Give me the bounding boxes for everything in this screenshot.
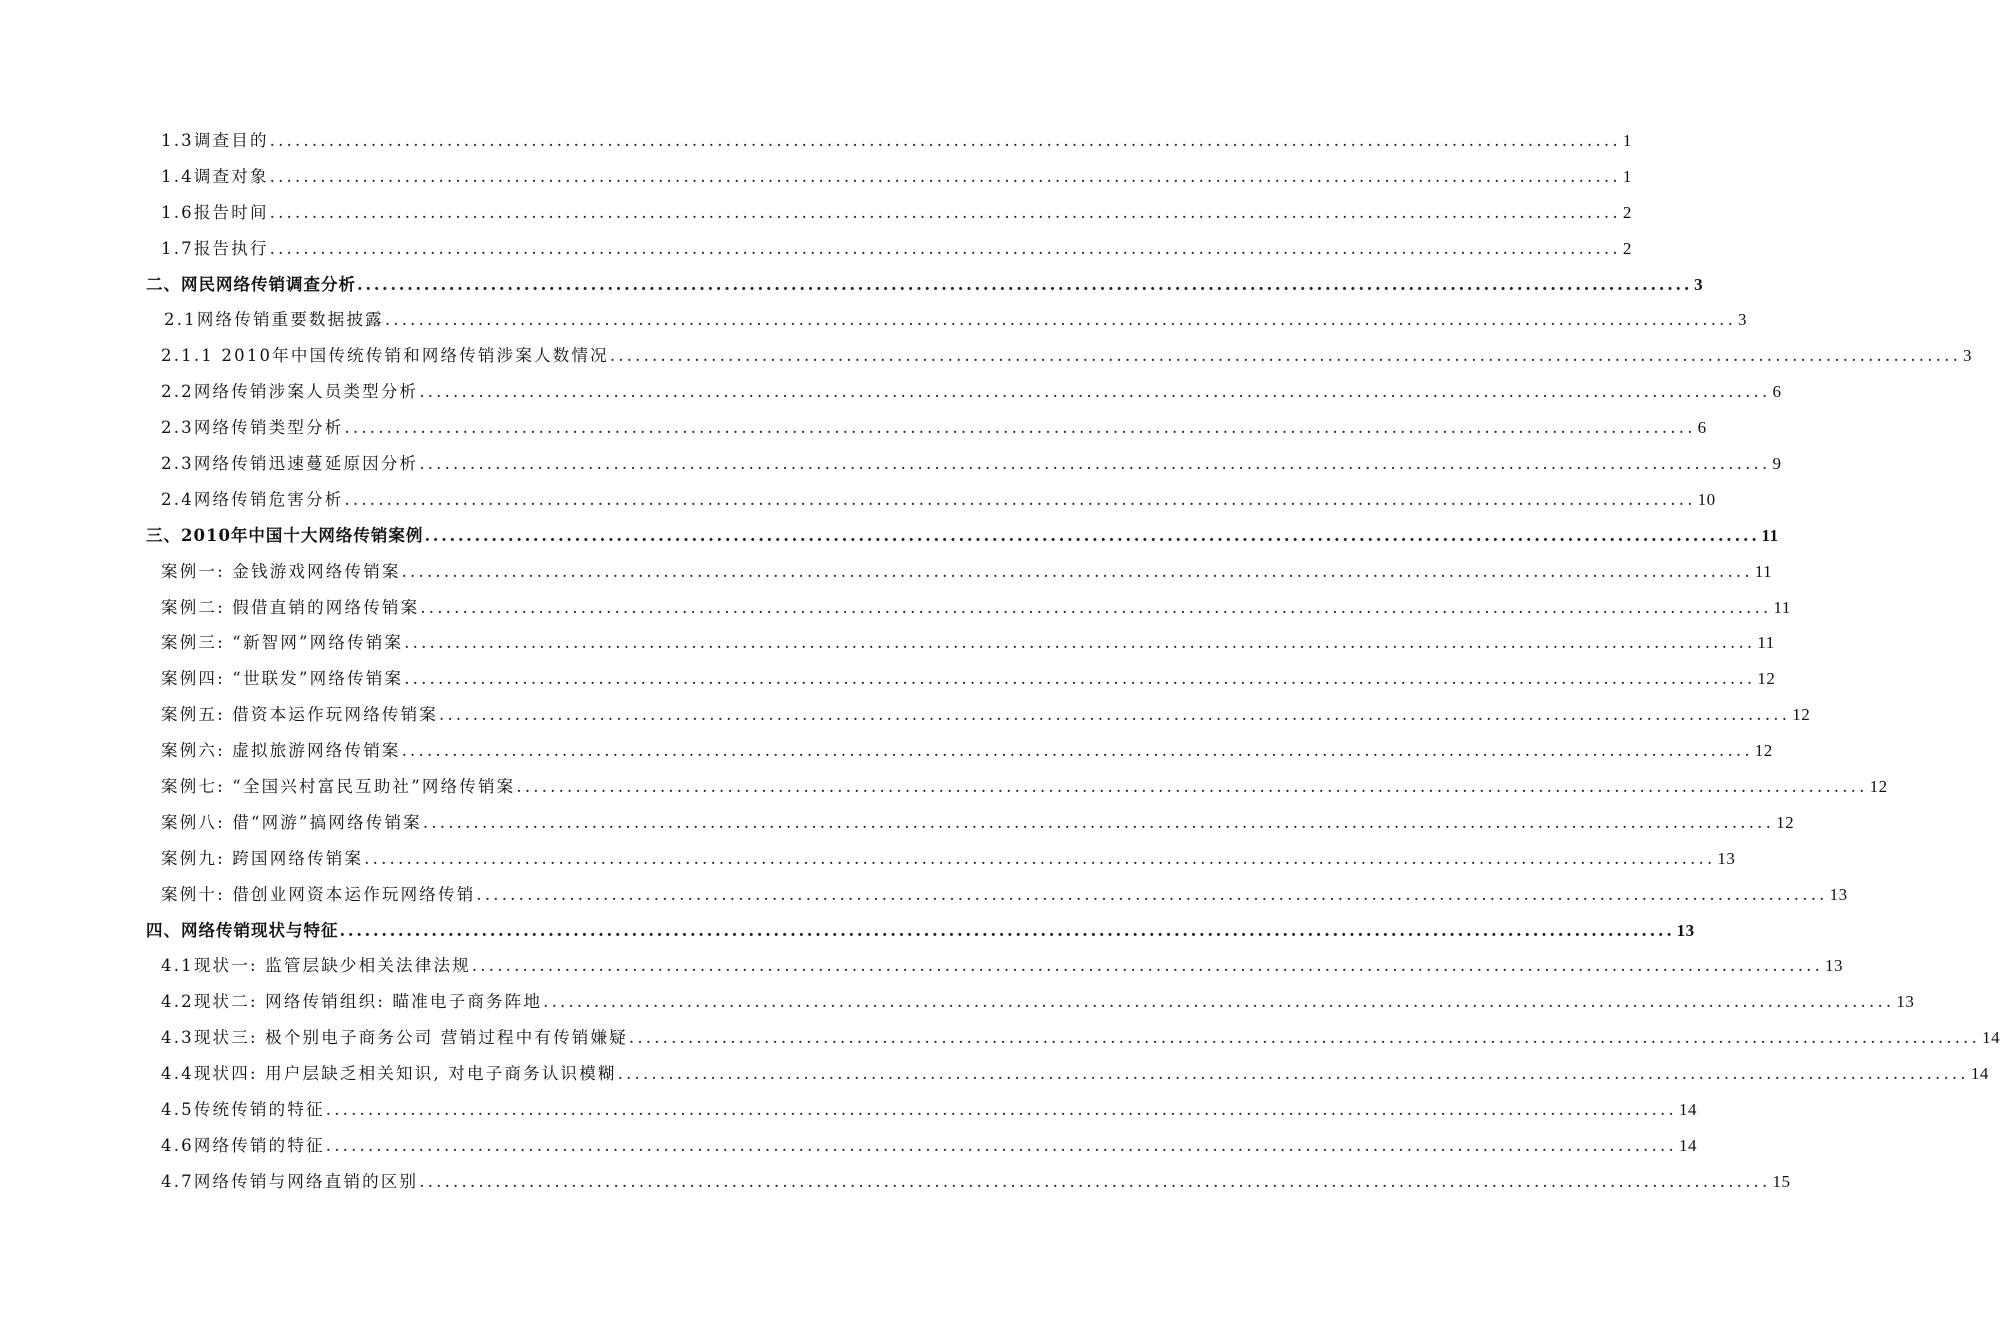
toc-entry[interactable] — [0, 229, 1632, 265]
toc-entry[interactable] — [0, 731, 1773, 767]
toc-entry-line — [161, 1132, 1697, 1156]
toc-dot-leader: ................................................................................................................................................................ — [344, 489, 1696, 509]
toc-entry-line — [161, 342, 1973, 366]
toc-entry-label: 2.3网络传销类型分析 — [161, 418, 344, 438]
toc-entry-label: 4.4现状四: 用户层缺乏相关知识, 对电子商务认识模糊 — [161, 1064, 617, 1084]
toc-entry[interactable] — [0, 623, 1775, 659]
toc-entry-label: 1.6报告时间 — [161, 202, 269, 222]
toc-page-number: 6 — [1772, 382, 1782, 402]
toc-entry[interactable] — [0, 659, 1776, 695]
toc-entry-label: 2.1.1 2010年中国传统传销和网络传销涉案人数情况 — [161, 346, 609, 366]
toc-entry-label: 案例三: “新智网”网络传销案 — [161, 633, 404, 653]
toc-dot-leader: ................................................................................................................................................................ — [617, 1064, 1969, 1084]
toc-dot-leader: ................................................................................................................................................................ — [543, 992, 1895, 1012]
toc-entry-line — [146, 271, 1704, 295]
toc-dot-leader: ................................................................................................................................................................ — [344, 418, 1696, 438]
toc-entry-line — [161, 1096, 1697, 1120]
toc-entry-label: 案例一: 金钱游戏网络传销案 — [161, 561, 401, 581]
toc-page-number: 12 — [1869, 777, 1888, 797]
toc-entry-line — [161, 665, 1776, 689]
toc-page-number: 14 — [1678, 1100, 1697, 1120]
toc-entry[interactable] — [0, 1090, 1697, 1126]
toc-entry-line — [161, 486, 1716, 510]
toc-entry-label: 案例二: 假借直销的网络传销案 — [161, 597, 420, 617]
toc-dot-leader: ................................................................................................................................................................ — [401, 561, 1753, 581]
toc-entry-label: 2.4网络传销危害分析 — [161, 489, 344, 509]
toc-entry[interactable] — [0, 300, 1748, 336]
toc-entry[interactable] — [0, 480, 1716, 516]
toc-entry-label: 二、网民网络传销调查分析 — [146, 274, 356, 294]
toc-dot-leader: ................................................................................................................................................................ — [404, 633, 1756, 653]
toc-section-heading[interactable] — [0, 265, 1704, 301]
toc-entry-label: 4.1现状一: 监管层缺少相关法律法规 — [161, 956, 471, 976]
toc-entry-label: 案例八: 借“网游”搞网络传销案 — [161, 812, 422, 832]
toc-entry-label: 4.2现状二: 网络传销组织: 瞄准电子商务阵地 — [161, 992, 543, 1012]
toc-entry[interactable] — [0, 336, 1973, 372]
toc-dot-leader: ................................................................................................................................................................ — [419, 454, 1771, 474]
toc-dot-leader: ................................................................................................................................................................ — [401, 741, 1753, 761]
toc-entry-label: 案例十: 借创业网资本运作玩网络传销 — [161, 884, 476, 904]
toc-entry-line — [161, 1024, 2000, 1048]
toc-page-number: 1 — [1622, 131, 1632, 150]
toc-entry-line — [146, 522, 1779, 546]
toc-page-number: 2 — [1622, 202, 1632, 222]
toc-entry-label: 2.2网络传销涉案人员类型分析 — [161, 382, 419, 402]
toc-entry-line — [161, 809, 1795, 833]
toc-entry[interactable] — [0, 946, 1844, 982]
toc-page-number: 11 — [1757, 633, 1775, 653]
toc-entry-line — [161, 701, 1811, 725]
toc-dot-leader: ................................................................................................................................................................ — [325, 1100, 1677, 1120]
toc-entry-label: 4.5传统传销的特征 — [161, 1100, 325, 1120]
toc-entry-label: 三、2010年中国十大网络传销案例 — [146, 525, 424, 545]
toc-entry-label: 2.3网络传销迅速蔓延原因分析 — [161, 454, 419, 474]
toc-entry[interactable] — [0, 157, 1632, 193]
toc-entry[interactable] — [0, 588, 1791, 624]
toc-entry-label: 2.1网络传销重要数据披露 — [164, 310, 384, 330]
toc-entry[interactable] — [0, 803, 1795, 839]
toc-entry[interactable] — [0, 193, 1632, 229]
toc-entry-line — [161, 773, 1888, 797]
toc-dot-leader: ................................................................................................................................................................ — [609, 346, 1962, 366]
toc-entry[interactable] — [0, 695, 1811, 731]
toc-page-number: 15 — [1772, 1171, 1791, 1191]
toc-page-number: 12 — [1776, 812, 1795, 832]
toc-dot-leader: ................................................................................................................................................................ — [269, 238, 1621, 258]
toc-entry-line — [161, 450, 1782, 474]
toc-entry[interactable] — [0, 1018, 2000, 1054]
toc-entry-label: 案例四: “世联发”网络传销案 — [161, 669, 404, 689]
toc-dot-leader: ................................................................................................................................................................ — [516, 777, 1868, 797]
toc-entry-line — [161, 737, 1773, 761]
toc-entry-line — [161, 414, 1707, 438]
toc-entry-line — [161, 1060, 1989, 1084]
toc-page-number: 9 — [1772, 454, 1782, 474]
toc-dot-leader: ................................................................................................................................................................ — [384, 310, 1737, 330]
toc-entry[interactable] — [0, 552, 1773, 588]
toc-page-number: 6 — [1697, 418, 1707, 438]
toc-entry-line — [161, 558, 1773, 582]
toc-entry-line — [161, 163, 1632, 187]
toc-page-number: 14 — [1982, 1028, 2000, 1048]
toc-entry[interactable] — [0, 1162, 1791, 1198]
toc-entry-label: 1.4调查对象 — [161, 166, 269, 186]
toc-entry-line — [161, 988, 1915, 1012]
toc-entry-label: 案例五: 借资本运作玩网络传销案 — [161, 705, 439, 725]
toc-dot-leader: ................................................................................................................................................................ — [269, 202, 1621, 222]
toc-page-number: 3 — [1738, 310, 1748, 330]
toc-entry-label: 案例六: 虚拟旅游网络传销案 — [161, 741, 401, 761]
toc-dot-leader: ................................................................................................................................................................ — [419, 382, 1771, 402]
toc-page-number: 13 — [1676, 920, 1695, 940]
toc-page-number: 2 — [1622, 238, 1632, 258]
toc-entry[interactable] — [0, 444, 1782, 480]
toc-entry-label: 4.6网络传销的特征 — [161, 1135, 325, 1155]
toc-entry-line — [161, 881, 1848, 905]
toc-entry-label: 案例九: 跨国网络传销案 — [161, 848, 364, 868]
toc-entry-line — [161, 199, 1632, 223]
toc-page-number: 1 — [1622, 166, 1632, 186]
toc-entry[interactable] — [0, 408, 1707, 444]
toc-dot-leader: ................................................................................................................................................................ — [439, 705, 1791, 725]
toc-dot-leader: ................................................................................................................................................................ — [325, 1135, 1677, 1155]
toc-page-number: 14 — [1970, 1064, 1989, 1084]
toc-entry[interactable] — [0, 1126, 1697, 1162]
toc-page-number: 13 — [1896, 992, 1915, 1012]
toc-entry-label: 4.3现状三: 极个别电子商务公司 营销过程中有传销嫌疑 — [161, 1028, 628, 1048]
toc-page-number: 12 — [1757, 669, 1776, 689]
toc-dot-leader: ................................................................................................................................................................ — [628, 1028, 1981, 1048]
toc-entry-line — [161, 845, 1736, 869]
toc-entry-line — [161, 127, 1632, 151]
toc-entry-label: 1.3调查目的 — [161, 131, 269, 150]
toc-dot-leader: ................................................................................................................................................................ — [476, 884, 1828, 904]
toc-dot-leader: ................................................................................................................................................................ — [471, 956, 1824, 976]
toc-page-number: 11 — [1761, 525, 1779, 545]
toc-page-number: 12 — [1754, 741, 1773, 761]
toc-entry-line — [161, 235, 1632, 259]
toc-entry-line — [164, 306, 1748, 330]
toc-page-number: 13 — [1825, 956, 1844, 976]
toc-dot-leader: ................................................................................................................................................................ — [269, 131, 1621, 150]
toc-entry-label: 4.7网络传销与网络直销的区别 — [161, 1171, 419, 1191]
toc-dot-leader: ................................................................................................................................................................ — [357, 274, 1693, 294]
toc-page-number: 13 — [1717, 848, 1736, 868]
toc-page-number: 13 — [1829, 884, 1848, 904]
toc-entry-line — [161, 378, 1782, 402]
toc-section-heading[interactable] — [0, 911, 1695, 947]
toc-dot-leader: ................................................................................................................................................................ — [424, 525, 1760, 545]
toc-dot-leader: ................................................................................................................................................................ — [339, 920, 1675, 940]
toc-dot-leader: ................................................................................................................................................................ — [404, 669, 1756, 689]
toc-entry[interactable] — [0, 982, 1915, 1018]
toc-entry-line — [161, 629, 1775, 653]
toc-entry[interactable] — [0, 839, 1736, 875]
toc-entry-line — [161, 1168, 1791, 1192]
toc-entry[interactable] — [0, 1054, 1989, 1090]
toc-page-number: 3 — [1963, 346, 1973, 366]
toc-entry[interactable] — [0, 767, 1888, 803]
toc-page-number: 3 — [1694, 274, 1704, 294]
toc-page-number: 10 — [1697, 489, 1716, 509]
toc-page-number: 11 — [1773, 597, 1791, 617]
toc-page-number: 14 — [1678, 1135, 1697, 1155]
toc-section-heading[interactable] — [0, 516, 1779, 552]
toc-dot-leader: ................................................................................................................................................................ — [269, 166, 1621, 186]
toc-entry[interactable] — [0, 372, 1782, 408]
toc-entry[interactable] — [0, 121, 1632, 157]
toc-dot-leader: ................................................................................................................................................................ — [364, 848, 1716, 868]
toc-entry-line — [161, 594, 1791, 618]
toc-entry-label: 案例七: “全国兴村富民互助社”网络传销案 — [161, 777, 516, 797]
toc-entry[interactable] — [0, 875, 1848, 911]
toc-page-number: 12 — [1792, 705, 1811, 725]
toc-entry-line — [161, 952, 1844, 976]
toc-dot-leader: ................................................................................................................................................................ — [419, 1171, 1771, 1191]
toc-entry-label: 1.7报告执行 — [161, 238, 269, 258]
toc-entry-label: 四、网络传销现状与特征 — [146, 920, 339, 940]
toc-dot-leader: ................................................................................................................................................................ — [422, 812, 1775, 832]
toc-dot-leader: ................................................................................................................................................................ — [420, 597, 1772, 617]
toc-page-number: 11 — [1754, 561, 1773, 581]
table-of-contents — [0, 121, 2000, 1198]
toc-entry-line — [146, 917, 1695, 941]
